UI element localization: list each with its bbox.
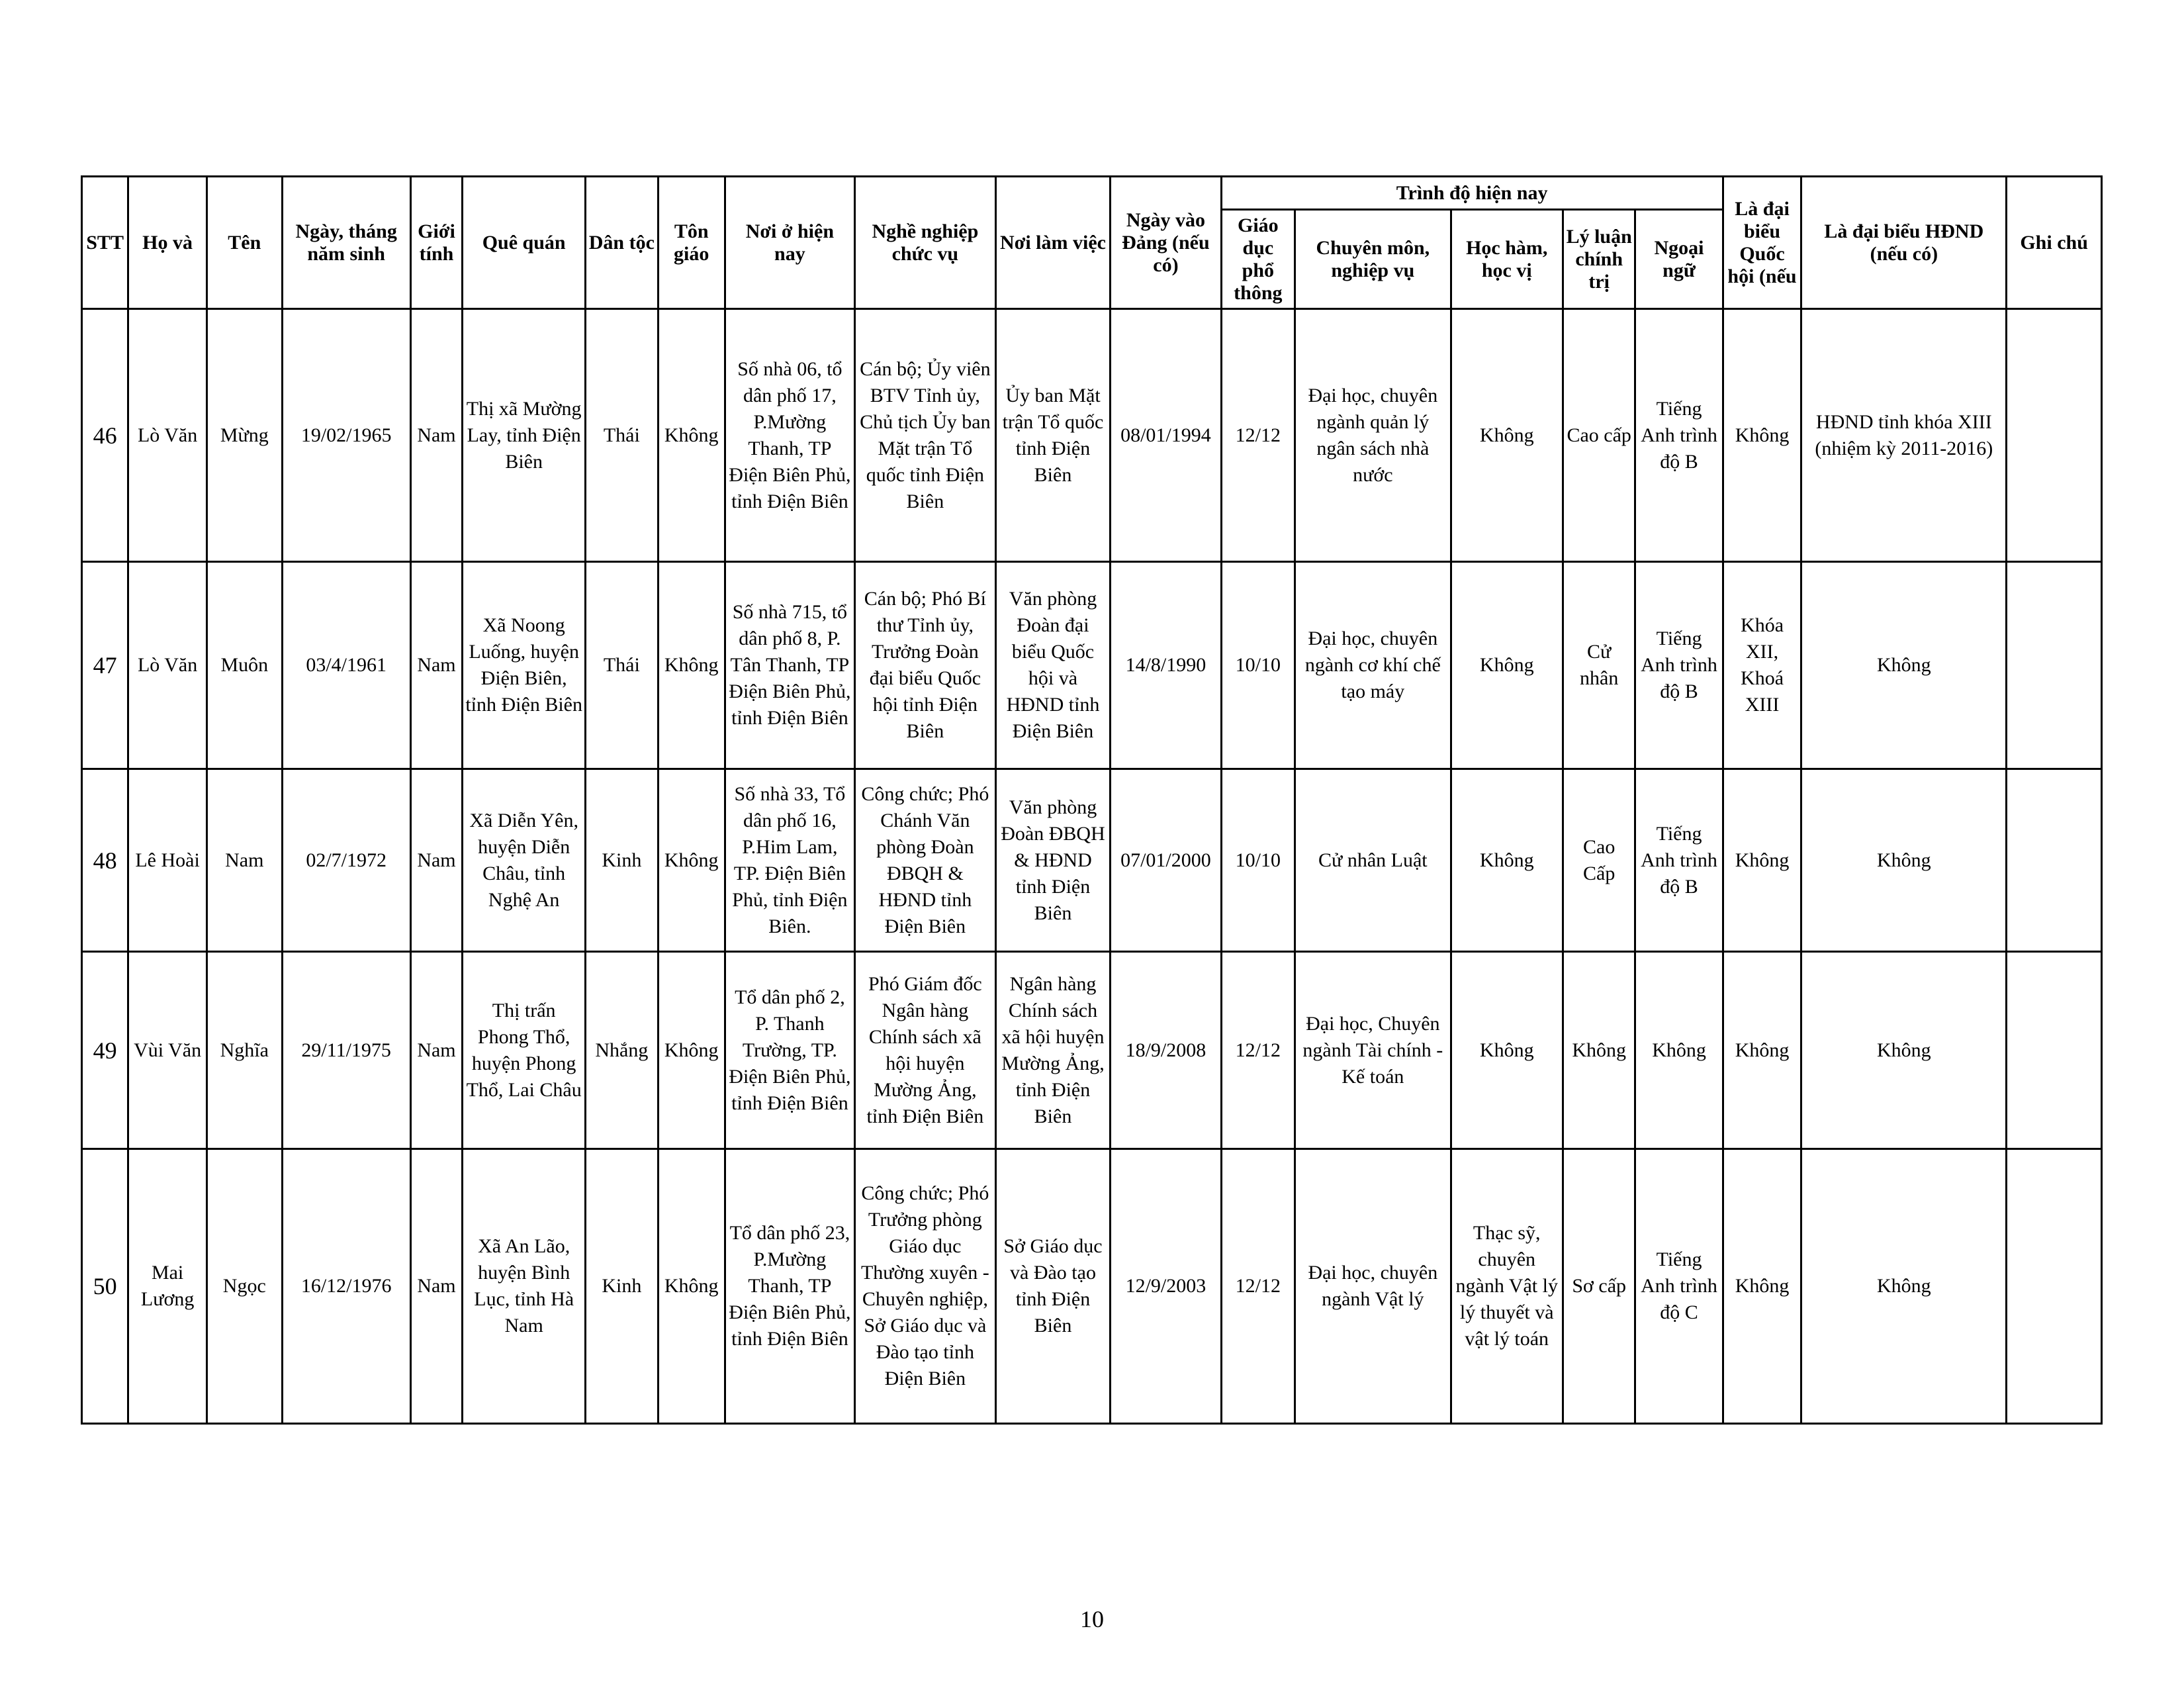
cell-gioi-tinh: Nam [410, 1149, 462, 1424]
cell-ghi-chu [2007, 1149, 2102, 1424]
cell-ly-luan: Không [1563, 952, 1635, 1149]
cell-noi-lam-viec: Ủy ban Mặt trận Tổ quốc tỉnh Điện Biên [995, 309, 1111, 562]
cell-noi-lam-viec: Ngân hàng Chính sách xã hội huyện Mường Ảng, tỉnh Điện Biên [995, 952, 1111, 1149]
cell-que-quan: Xã Noong Luống, huyện Điện Biên, tỉnh Điện Biên [463, 562, 586, 769]
cell-ngay-vao-dang: 14/8/1990 [1111, 562, 1221, 769]
cell-gioi-tinh: Nam [410, 562, 462, 769]
cell-stt: 48 [82, 769, 128, 952]
candidate-table [81, 175, 2103, 1425]
cell-dai-bieu-hdnd: Không [1801, 769, 2007, 952]
cell-noi-lam-viec: Văn phòng Đoàn đại biểu Quốc hội và HĐND tỉnh Điện Biên [995, 562, 1111, 769]
cell-que-quan: Thị xã Mường Lay, tỉnh Điện Biên [463, 309, 586, 562]
cell-noi-o: Tổ dân phố 2, P. Thanh Trường, TP. Điện Biên Phủ, tỉnh Điện Biên [725, 952, 854, 1149]
cell-dai-bieu-hdnd: Không [1801, 562, 2007, 769]
cell-ly-luan: Cao cấp [1563, 309, 1635, 562]
cell-ngay-vao-dang: 07/01/2000 [1111, 769, 1221, 952]
cell-gioi-tinh: Nam [410, 952, 462, 1149]
cell-hoc-ham: Không [1451, 769, 1563, 952]
cell-ton-giao: Không [658, 562, 725, 769]
cell-dai-bieu-qh: Không [1723, 309, 1801, 562]
cell-nghe-nghiep: Cán bộ; Ủy viên BTV Tỉnh ủy, Chủ tịch Ủy ban Mặt trận Tổ quốc tỉnh Điện Biên [855, 309, 996, 562]
cell-giao-duc: 10/10 [1221, 769, 1295, 952]
cell-dai-bieu-hdnd: Không [1801, 1149, 2007, 1424]
cell-dan-toc: Kinh [586, 1149, 658, 1424]
cell-ly-luan: Sơ cấp [1563, 1149, 1635, 1424]
table-row [82, 952, 2102, 1149]
cell-hoc-ham: Thạc sỹ, chuyên ngành Vật lý lý thuyết và vật lý toán [1451, 1149, 1563, 1424]
cell-dai-bieu-qh: Không [1723, 769, 1801, 952]
cell-ghi-chu [2007, 952, 2102, 1149]
cell-ly-luan: Cử nhân [1563, 562, 1635, 769]
cell-noi-o: Số nhà 06, tổ dân phố 17, P.Mường Thanh, TP Điện Biên Phủ, tỉnh Điện Biên [725, 309, 854, 562]
header-que-quan: Quê quán [463, 177, 586, 309]
cell-nghe-nghiep: Công chức; Phó Chánh Văn phòng Đoàn ĐBQH & HĐND tỉnh Điện Biên [855, 769, 996, 952]
cell-hoc-ham: Không [1451, 309, 1563, 562]
cell-ton-giao: Không [658, 769, 725, 952]
header-dan-toc: Dân tộc [586, 177, 658, 309]
cell-ten: Mừng [206, 309, 282, 562]
cell-ngoai-ngu: Tiếng Anh trình độ B [1635, 309, 1723, 562]
candidate-table-container [81, 175, 2103, 1425]
cell-ten: Muôn [206, 562, 282, 769]
cell-ngay-vao-dang: 08/01/1994 [1111, 309, 1221, 562]
cell-que-quan: Thị trấn Phong Thổ, huyện Phong Thổ, Lai Châu [463, 952, 586, 1149]
cell-chuyen-mon: Đại học, chuyên ngành quản lý ngân sách nhà nước [1295, 309, 1451, 562]
cell-ton-giao: Không [658, 309, 725, 562]
page-number: 10 [1080, 1606, 1104, 1632]
cell-ngay-sinh: 02/7/1972 [282, 769, 410, 952]
cell-stt: 49 [82, 952, 128, 1149]
cell-ly-luan: Cao Cấp [1563, 769, 1635, 952]
cell-ngoai-ngu: Tiếng Anh trình độ B [1635, 769, 1723, 952]
table-row [82, 309, 2102, 562]
cell-ten: Nghĩa [206, 952, 282, 1149]
cell-dai-bieu-qh: Không [1723, 1149, 1801, 1424]
cell-ton-giao: Không [658, 1149, 725, 1424]
cell-stt: 47 [82, 562, 128, 769]
cell-nghe-nghiep: Cán bộ; Phó Bí thư Tỉnh ủy, Trưởng Đoàn đại biểu Quốc hội tỉnh Điện Biên [855, 562, 996, 769]
cell-que-quan: Xã An Lão, huyện Bình Lục, tỉnh Hà Nam [463, 1149, 586, 1424]
header-stt: STT [82, 177, 128, 309]
cell-hoc-ham: Không [1451, 562, 1563, 769]
cell-noi-o: Số nhà 715, tổ dân phố 8, P. Tân Thanh, TP Điện Biên Phủ, tỉnh Điện Biên [725, 562, 854, 769]
cell-ten: Nam [206, 769, 282, 952]
header-chuyen-mon: Chuyên môn, nghiệp vụ [1295, 210, 1451, 309]
cell-ngay-sinh: 03/4/1961 [282, 562, 410, 769]
header-dai-bieu-qh: Là đại biểu Quốc hội (nếu [1723, 177, 1801, 309]
header-gioi-tinh: Giới tính [410, 177, 462, 309]
header-ho-va: Họ và [128, 177, 207, 309]
header-hoc-ham: Học hàm, học vị [1451, 210, 1563, 309]
cell-ngay-sinh: 16/12/1976 [282, 1149, 410, 1424]
header-ngay-sinh: Ngày, tháng năm sinh [282, 177, 410, 309]
cell-chuyen-mon: Đại học, chuyên ngành Vật lý [1295, 1149, 1451, 1424]
cell-ton-giao: Không [658, 952, 725, 1149]
cell-giao-duc: 12/12 [1221, 309, 1295, 562]
cell-giao-duc: 10/10 [1221, 562, 1295, 769]
cell-dai-bieu-qh: Không [1723, 952, 1801, 1149]
cell-ho-va: Lò Văn [128, 562, 207, 769]
cell-noi-lam-viec: Sở Giáo dục và Đào tạo tỉnh Điện Biên [995, 1149, 1111, 1424]
header-noi-lam-viec: Nơi làm việc [995, 177, 1111, 309]
cell-ho-va: Vùi Văn [128, 952, 207, 1149]
cell-gioi-tinh: Nam [410, 309, 462, 562]
cell-stt: 50 [82, 1149, 128, 1424]
cell-ho-va: Mai Lương [128, 1149, 207, 1424]
cell-ho-va: Lê Hoài [128, 769, 207, 952]
cell-ngay-sinh: 19/02/1965 [282, 309, 410, 562]
cell-stt: 46 [82, 309, 128, 562]
cell-dan-toc: Kinh [586, 769, 658, 952]
header-ghi-chu: Ghi chú [2007, 177, 2102, 309]
table-row [82, 769, 2102, 952]
cell-nghe-nghiep: Công chức; Phó Trưởng phòng Giáo dục Thường xuyên - Chuyên nghiệp, Sở Giáo dục và Đào tạo tỉnh Điện Biên [855, 1149, 996, 1424]
cell-ngoai-ngu: Tiếng Anh trình độ C [1635, 1149, 1723, 1424]
header-noi-o: Nơi ở hiện nay [725, 177, 854, 309]
cell-dan-toc: Nhắng [586, 952, 658, 1149]
header-dai-bieu-hdnd: Là đại biểu HĐND (nếu có) [1801, 177, 2007, 309]
cell-que-quan: Xã Diễn Yên, huyện Diễn Châu, tỉnh Nghệ An [463, 769, 586, 952]
cell-dai-bieu-hdnd: Không [1801, 952, 2007, 1149]
header-trinh-do-group: Trình độ hiện nay [1221, 177, 1723, 210]
header-row-top [82, 177, 2102, 210]
header-ngay-vao-dang: Ngày vào Đảng (nếu có) [1111, 177, 1221, 309]
cell-chuyen-mon: Đại học, Chuyên ngành Tài chính - Kế toán [1295, 952, 1451, 1149]
cell-chuyen-mon: Đại học, chuyên ngành cơ khí chế tạo máy [1295, 562, 1451, 769]
cell-ho-va: Lò Văn [128, 309, 207, 562]
cell-noi-o: Số nhà 33, Tổ dân phố 16, P.Him Lam, TP. Điện Biên Phủ, tỉnh Điện Biên. [725, 769, 854, 952]
cell-dai-bieu-hdnd: HĐND tỉnh khóa XIII (nhiệm kỳ 2011-2016) [1801, 309, 2007, 562]
cell-ngay-sinh: 29/11/1975 [282, 952, 410, 1149]
cell-ghi-chu [2007, 309, 2102, 562]
cell-nghe-nghiep: Phó Giám đốc Ngân hàng Chính sách xã hội huyện Mường Ảng, tỉnh Điện Biên [855, 952, 996, 1149]
cell-dai-bieu-qh: Khóa XII, Khoá XIII [1723, 562, 1801, 769]
header-nghe-nghiep: Nghề nghiệp chức vụ [855, 177, 996, 309]
header-giao-duc: Giáo dục phổ thông [1221, 210, 1295, 309]
header-ton-giao: Tôn giáo [658, 177, 725, 309]
cell-chuyen-mon: Cử nhân Luật [1295, 769, 1451, 952]
table-row [82, 1149, 2102, 1424]
cell-ghi-chu [2007, 562, 2102, 769]
cell-ngay-vao-dang: 12/9/2003 [1111, 1149, 1221, 1424]
cell-dan-toc: Thái [586, 309, 658, 562]
header-ngoai-ngu: Ngoại ngữ [1635, 210, 1723, 309]
cell-giao-duc: 12/12 [1221, 952, 1295, 1149]
cell-noi-lam-viec: Văn phòng Đoàn ĐBQH & HĐND tỉnh Điện Biên [995, 769, 1111, 952]
table-row [82, 562, 2102, 769]
cell-ten: Ngọc [206, 1149, 282, 1424]
cell-hoc-ham: Không [1451, 952, 1563, 1149]
cell-ngay-vao-dang: 18/9/2008 [1111, 952, 1221, 1149]
cell-giao-duc: 12/12 [1221, 1149, 1295, 1424]
header-ly-luan: Lý luận chính trị [1563, 210, 1635, 309]
cell-ngoai-ngu: Không [1635, 952, 1723, 1149]
cell-noi-o: Tổ dân phố 23, P.Mường Thanh, TP Điện Biên Phủ, tỉnh Điện Biên [725, 1149, 854, 1424]
cell-dan-toc: Thái [586, 562, 658, 769]
header-ten: Tên [206, 177, 282, 309]
cell-gioi-tinh: Nam [410, 769, 462, 952]
cell-ghi-chu [2007, 769, 2102, 952]
cell-ngoai-ngu: Tiếng Anh trình độ B [1635, 562, 1723, 769]
